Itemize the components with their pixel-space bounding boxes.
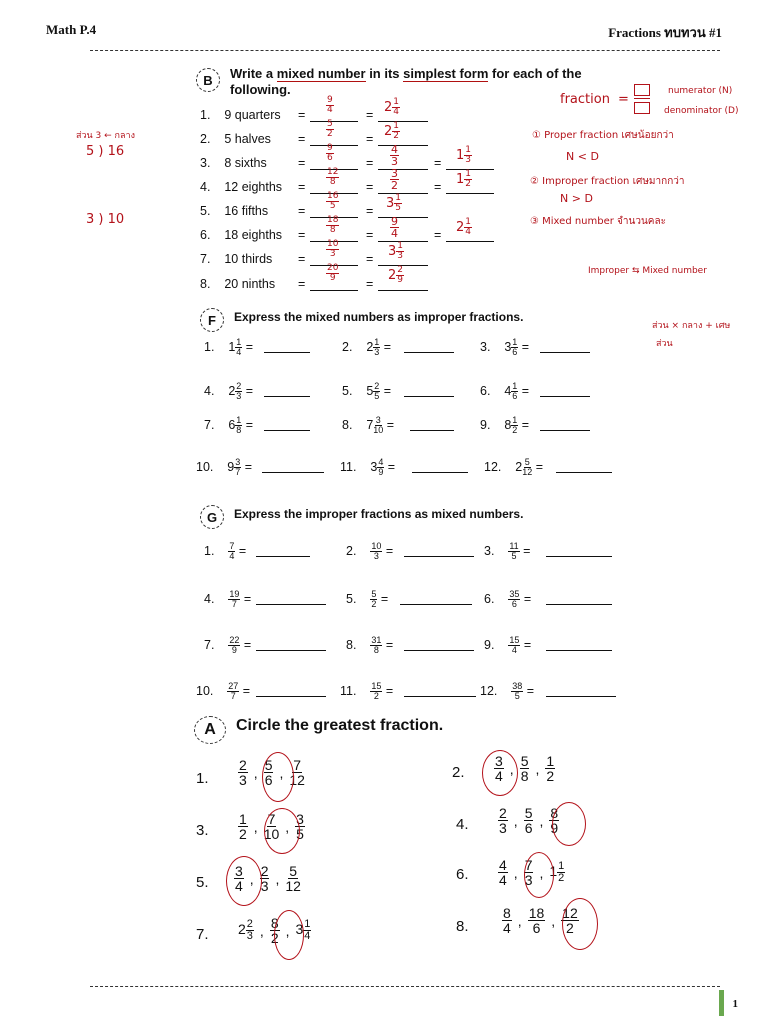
- answer-circle[interactable]: [552, 802, 586, 846]
- fraction-choices: $\frac{1}{2}$ , $\frac{7}{10}$ , $\frac{3}{5}$: [239, 811, 304, 842]
- item-number: 7.: [196, 926, 209, 943]
- item-number: 2.: [452, 764, 465, 781]
- item-number: 4.: [456, 816, 469, 833]
- section-b-badge: B: [196, 68, 220, 92]
- page-number: 1: [732, 998, 738, 1010]
- answer-blank[interactable]: [310, 290, 358, 291]
- list-item: 7. 10 thirds: [200, 252, 273, 266]
- list-item: 5. 5 $\frac{2}{5}$ =: [342, 381, 392, 401]
- item-number: 6.: [456, 866, 469, 883]
- equals-sign: =: [298, 252, 306, 266]
- answer-blank[interactable]: [546, 650, 612, 651]
- answer-blank[interactable]: [556, 472, 612, 473]
- page-marker: [719, 990, 724, 1016]
- answer-blank[interactable]: [410, 430, 454, 431]
- answer-blank[interactable]: [310, 121, 358, 122]
- list-item: 7. $\frac{22}{9}$ =: [204, 635, 252, 655]
- header-left: Math P.4: [46, 22, 97, 37]
- section-g-title: Express the improper fractions as mixed numbers.: [234, 507, 524, 521]
- equals-sign: =: [366, 277, 374, 291]
- answer-blank[interactable]: [256, 556, 310, 557]
- list-item: 4. 2 $\frac{2}{3}$ =: [204, 381, 254, 401]
- list-item: 5. $\frac{5}{2}$ =: [346, 589, 389, 609]
- equals-sign: =: [366, 204, 374, 218]
- list-item: 9. $\frac{15}{4}$ =: [484, 635, 532, 655]
- answer-blank[interactable]: [310, 145, 358, 146]
- list-item: 11. 3 $\frac{4}{9}$ =: [340, 457, 396, 477]
- divider-bottom: [90, 986, 720, 987]
- answer-blank[interactable]: [404, 396, 454, 397]
- list-item: 1. $\frac{7}{4}$ =: [204, 541, 247, 561]
- list-item: 9. 8 $\frac{1}{2}$ =: [480, 415, 530, 435]
- equals-sign: =: [298, 228, 306, 242]
- list-item: 10. $\frac{27}{7}$ =: [196, 681, 251, 701]
- answer-circle[interactable]: [482, 750, 518, 796]
- fraction-choices: $\frac{4}{4}$ , $\frac{7}{3}$ , 1 $\frac{1}{2}$: [499, 857, 565, 888]
- fraction-choices: $\frac{2}{3}$ , $\frac{5}{6}$ , $\frac{7}{12}$: [239, 757, 305, 788]
- list-item: 6. 4 $\frac{1}{6}$ =: [480, 381, 530, 401]
- answer-circle[interactable]: [274, 910, 304, 960]
- equals-sign: =: [298, 132, 306, 146]
- divider-top: [90, 50, 720, 51]
- equals-sign: =: [366, 252, 374, 266]
- equals-sign: =: [298, 204, 306, 218]
- equals-sign: =: [298, 108, 306, 122]
- answer-blank[interactable]: [378, 169, 428, 170]
- section-g-badge: G: [200, 505, 224, 529]
- answer-blank[interactable]: [446, 241, 494, 242]
- answer-blank[interactable]: [404, 352, 454, 353]
- fraction-choices: 2 $\frac{2}{3}$ , $\frac{8}{2}$ , 3 $\frac{1}{4}$: [238, 915, 311, 946]
- answer-blank[interactable]: [546, 604, 612, 605]
- equals-sign: =: [298, 180, 306, 194]
- answer-blank[interactable]: [400, 604, 472, 605]
- section-f-badge: F: [200, 308, 224, 332]
- answer-blank[interactable]: [264, 396, 310, 397]
- list-item: 3. 3 $\frac{1}{6}$ =: [480, 337, 530, 357]
- list-item: 2. 2 $\frac{1}{3}$ =: [342, 337, 392, 357]
- list-item: 5. 16 fifths: [200, 204, 269, 218]
- item-number: 1.: [196, 770, 209, 787]
- answer-blank[interactable]: [540, 396, 590, 397]
- answer-circle[interactable]: [226, 856, 262, 906]
- answer-blank[interactable]: [378, 217, 428, 218]
- answer-blank[interactable]: [256, 604, 326, 605]
- list-item: 1. 1 $\frac{1}{4}$ =: [204, 337, 254, 357]
- list-item: 10. 9 $\frac{3}{7}$ =: [196, 457, 253, 477]
- equals-sign: =: [434, 180, 442, 194]
- header-right: Fractions ทบทวน #1: [608, 25, 722, 40]
- answer-blank[interactable]: [446, 193, 494, 194]
- answer-blank[interactable]: [546, 556, 612, 557]
- answer-blank[interactable]: [256, 650, 326, 651]
- equals-sign: =: [366, 108, 374, 122]
- list-item: 8. 7 $\frac{3}{10}$ =: [342, 415, 395, 435]
- fraction-choices: $\frac{3}{4}$ , $\frac{2}{3}$ , $\frac{5}{12}$: [235, 863, 301, 894]
- list-item: 4. 12 eighths: [200, 180, 283, 194]
- list-item: 3. $\frac{11}{5}$ =: [484, 541, 531, 561]
- answer-blank[interactable]: [378, 145, 428, 146]
- list-item: 7. 6 $\frac{1}{8}$ =: [204, 415, 254, 435]
- list-item: 4. $\frac{19}{7}$ =: [204, 589, 252, 609]
- list-item: 12. $\frac{38}{5}$ =: [480, 681, 535, 701]
- item-number: 5.: [196, 874, 209, 891]
- section-a-title: Circle the greatest fraction.: [236, 717, 444, 734]
- fraction-choices: $\frac{3}{4}$ , $\frac{5}{8}$ , $\frac{1}{2}$: [495, 753, 555, 784]
- list-item: 11. $\frac{15}{2}$ =: [340, 681, 394, 701]
- answer-blank[interactable]: [404, 696, 476, 697]
- section-a-badge: A: [194, 716, 226, 744]
- equals-sign: =: [366, 180, 374, 194]
- answer-blank[interactable]: [412, 472, 468, 473]
- answer-blank[interactable]: [404, 650, 474, 651]
- list-item: 3. 8 sixths: [200, 156, 267, 170]
- list-item: 6. 18 eighths: [200, 228, 283, 242]
- answer-circle[interactable]: [264, 808, 300, 854]
- list-item: 2. $\frac{10}{3}$ =: [346, 541, 394, 561]
- answer-blank[interactable]: [256, 696, 326, 697]
- answer-blank[interactable]: [378, 290, 428, 291]
- answer-circle[interactable]: [524, 852, 554, 898]
- equals-sign: =: [298, 277, 306, 291]
- fraction-choices: $\frac{2}{3}$ , $\frac{5}{6}$ , $\frac{8}{9}$: [499, 805, 559, 836]
- list-item: 1. 9 quarters: [200, 108, 281, 122]
- fraction-choices: $\frac{8}{4}$ , $\frac{18}{6}$ , $\frac{12}{2}$: [503, 905, 578, 936]
- equals-sign: =: [366, 132, 374, 146]
- list-item: 6. $\frac{35}{6}$ =: [484, 589, 532, 609]
- equals-sign: =: [366, 156, 374, 170]
- section-b-title: Write a mixed number in its simplest form for each of the following.: [230, 66, 582, 97]
- section-f-title: Express the mixed numbers as improper fractions.: [234, 310, 524, 324]
- answer-circle[interactable]: [562, 898, 598, 950]
- equals-sign: =: [434, 156, 442, 170]
- answer-blank[interactable]: [540, 352, 590, 353]
- answer-blank[interactable]: [546, 696, 616, 697]
- answer-blank[interactable]: [264, 430, 310, 431]
- item-number: 8.: [456, 918, 469, 935]
- answer-blank[interactable]: [540, 430, 590, 431]
- list-item: 12. 2 $\frac{5}{12}$ =: [484, 457, 544, 477]
- answer-circle[interactable]: [262, 752, 294, 802]
- answer-blank[interactable]: [404, 556, 474, 557]
- equals-sign: =: [298, 156, 306, 170]
- list-item: 8. 20 ninths: [200, 277, 276, 291]
- item-number: 3.: [196, 822, 209, 839]
- list-item: 2. 5 halves: [200, 132, 271, 146]
- equals-sign: =: [434, 228, 442, 242]
- list-item: 8. $\frac{31}{8}$ =: [346, 635, 394, 655]
- answer-blank[interactable]: [264, 352, 310, 353]
- equals-sign: =: [366, 228, 374, 242]
- answer-blank[interactable]: [262, 472, 324, 473]
